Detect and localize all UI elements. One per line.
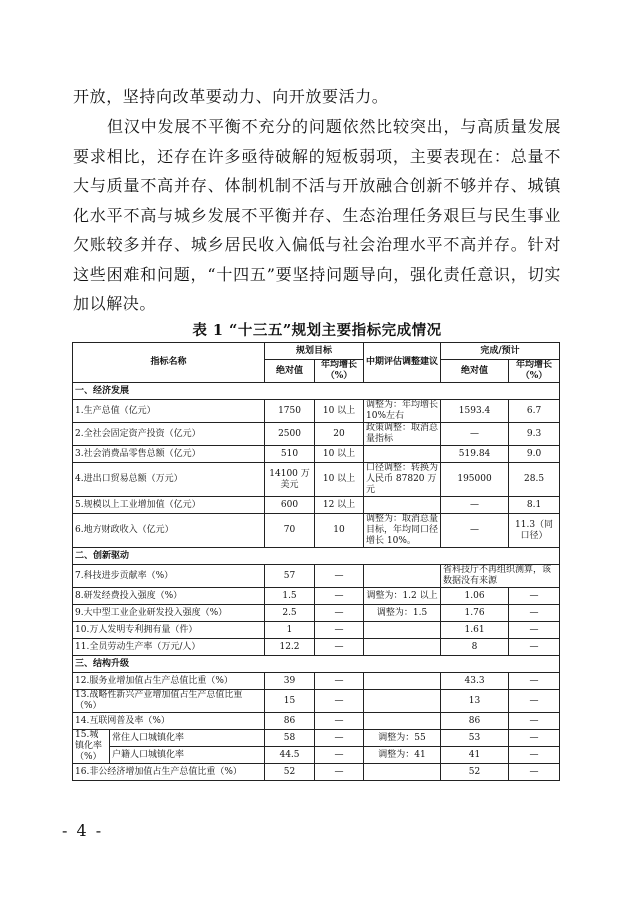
cell-done-growth: — [509, 690, 560, 713]
cell-adj: 政策调整：取消总量指标 [364, 423, 441, 446]
cell-growth: — [315, 565, 364, 588]
header-done: 完成/预计 [441, 343, 560, 360]
cell-name: 14.互联网普及率（%） [73, 713, 265, 730]
indicator-table [72, 342, 560, 781]
cell-adj [364, 673, 441, 690]
table-row [73, 747, 560, 764]
paragraph-1: 开放，坚持向改革要动力、向开放要活力。 [73, 87, 389, 106]
cell-abs: 600 [265, 497, 315, 514]
header-abs: 绝对值 [265, 360, 315, 383]
cell-abs: 52 [265, 764, 315, 781]
cell-done-growth: 9.3 [509, 423, 560, 446]
cell-adj: 调整为：取消总量目标，年均同口径增长 10%。 [364, 514, 441, 548]
cell-adj [364, 764, 441, 781]
cell-adj [364, 713, 441, 730]
cell-abs: 70 [265, 514, 315, 548]
cell-name: 2.全社会固定资产投资（亿元） [73, 423, 265, 446]
cell-abs: 1 [265, 622, 315, 639]
cell-done-abs: 53 [441, 730, 509, 747]
cell-abs: 1750 [265, 400, 315, 423]
cell-done-growth: — [509, 639, 560, 656]
table-row [73, 713, 560, 730]
section-title: 一、经济发展 [73, 383, 560, 400]
cell-done-abs: 1.76 [441, 605, 509, 622]
cell-name: 4.进出口贸易总额（万元） [73, 463, 265, 497]
table-row [73, 565, 560, 588]
cell-abs: 12.2 [265, 639, 315, 656]
section-title: 三、结构升级 [73, 656, 560, 673]
header-growth: 年均增长（%） [315, 360, 364, 383]
table-row [73, 690, 560, 713]
header-row-1 [73, 343, 560, 360]
paragraph-2: 但汉中发展不平衡不充分的问题依然比较突出，与高质量发展要求相比，还存在许多亟待破解的短板弱项，主要表现在：总量不大与质量不高并存、体制机制不活与开放融合创新不够并存、城镇化水平不高与城乡发展不平衡并存、生态治理任务艰巨与民生事业欠账较多并存、城乡居民收入偏低与社会治理水平不高并存。针对这些困难和问题，“十四五”要坚持问题导向，强化责任意识，切实加以解决。 [73, 117, 561, 313]
cell-done-abs: 52 [441, 764, 509, 781]
cell-adj: 调整为：55 [364, 730, 441, 747]
table-row [73, 497, 560, 514]
cell-done-merged: 省科技厅不再组织测算，该数据没有来源 [441, 565, 560, 588]
cell-growth: — [315, 588, 364, 605]
section-row [73, 383, 560, 400]
cell-growth: 10 以上 [315, 400, 364, 423]
cell-growth: 20 [315, 423, 364, 446]
cell-done-growth: — [509, 764, 560, 781]
cell-adj [364, 565, 441, 588]
cell-sub-name: 户籍人口城镇化率 [110, 747, 265, 764]
header-growth2: 年均增长（%） [509, 360, 560, 383]
cell-name: 3.社会消费品零售总额（亿元） [73, 446, 265, 463]
cell-growth: — [315, 764, 364, 781]
cell-abs: 44.5 [265, 747, 315, 764]
table-row [73, 764, 560, 781]
cell-adj: 调整为：1.5 [364, 605, 441, 622]
cell-name: 6.地方财政收入（亿元） [73, 514, 265, 548]
cell-name: 5.规模以上工业增加值（亿元） [73, 497, 265, 514]
table-caption: 表 1 “十三五”规划主要指标完成情况 [192, 322, 442, 339]
section-title: 二、创新驱动 [73, 548, 560, 565]
cell-done-growth: 6.7 [509, 400, 560, 423]
table-row [73, 463, 560, 497]
section-row [73, 548, 560, 565]
cell-done-growth: — [509, 622, 560, 639]
cell-done-abs: 519.84 [441, 446, 509, 463]
cell-abs: 86 [265, 713, 315, 730]
cell-done-abs: 41 [441, 747, 509, 764]
cell-growth: — [315, 639, 364, 656]
cell-done-abs: — [441, 497, 509, 514]
header-plan: 规划目标 [265, 343, 364, 360]
cell-name: 8.研发经费投入强度（%） [73, 588, 265, 605]
table-row [73, 400, 560, 423]
cell-adj: 调整为：年均增长10%左右 [364, 400, 441, 423]
cell-done-abs: 1593.4 [441, 400, 509, 423]
cell-abs: 510 [265, 446, 315, 463]
cell-name: 7.科技进步贡献率（%） [73, 565, 265, 588]
cell-done-abs: 43.3 [441, 673, 509, 690]
cell-sub-name: 常住人口城镇化率 [110, 730, 265, 747]
table-row [73, 622, 560, 639]
cell-growth: — [315, 713, 364, 730]
cell-abs: 15 [265, 690, 315, 713]
cell-growth: — [315, 690, 364, 713]
cell-done-growth: — [509, 713, 560, 730]
cell-done-growth: — [509, 747, 560, 764]
table-row [73, 605, 560, 622]
cell-abs: 2.5 [265, 605, 315, 622]
cell-growth: — [315, 605, 364, 622]
cell-name: 13.战略性新兴产业增加值占生产总值比重（%） [73, 690, 265, 713]
cell-done-abs: — [441, 514, 509, 548]
table-row [73, 588, 560, 605]
header-abs2: 绝对值 [441, 360, 509, 383]
cell-done-growth: 11.3（同口径） [509, 514, 560, 548]
cell-name: 9.大中型工业企业研发投入强度（%） [73, 605, 265, 622]
cell-adj: 口径调整：转换为人民币 87820 万元 [364, 463, 441, 497]
cell-done-abs: 1.61 [441, 622, 509, 639]
cell-done-growth: 9.0 [509, 446, 560, 463]
cell-name: 11.全员劳动生产率（万元/人） [73, 639, 265, 656]
table-row [73, 730, 560, 747]
cell-growth: — [315, 622, 364, 639]
cell-growth: 12 以上 [315, 497, 364, 514]
cell-growth: 10 以上 [315, 446, 364, 463]
cell-abs: 1.5 [265, 588, 315, 605]
cell-done-growth: 28.5 [509, 463, 560, 497]
cell-done-abs: 1.06 [441, 588, 509, 605]
cell-adj [364, 446, 441, 463]
cell-adj: 调整为：1.2 以上 [364, 588, 441, 605]
cell-done-growth: — [509, 673, 560, 690]
cell-abs: 58 [265, 730, 315, 747]
cell-done-growth: — [509, 730, 560, 747]
cell-adj [364, 622, 441, 639]
cell-adj [364, 690, 441, 713]
cell-growth: — [315, 730, 364, 747]
cell-done-abs: 13 [441, 690, 509, 713]
cell-abs: 39 [265, 673, 315, 690]
table-row [73, 446, 560, 463]
cell-done-growth: — [509, 588, 560, 605]
cell-adj [364, 497, 441, 514]
cell-abs: 14100 万美元 [265, 463, 315, 497]
header-name: 指标名称 [73, 343, 265, 383]
cell-growth: — [315, 673, 364, 690]
cell-group-name: 15.城镇化率（%） [73, 730, 110, 764]
cell-done-growth: — [509, 605, 560, 622]
cell-growth: 10 [315, 514, 364, 548]
table-row [73, 639, 560, 656]
cell-abs: 57 [265, 565, 315, 588]
cell-growth: — [315, 747, 364, 764]
cell-abs: 2500 [265, 423, 315, 446]
cell-done-abs: 8 [441, 639, 509, 656]
table-row [73, 514, 560, 548]
cell-done-abs: — [441, 423, 509, 446]
section-row [73, 656, 560, 673]
header-mid: 中期评估调整建议 [364, 343, 441, 383]
cell-name: 1.生产总值（亿元） [73, 400, 265, 423]
cell-name: 12.服务业增加值占生产总值比重（%） [73, 673, 265, 690]
cell-done-growth: 8.1 [509, 497, 560, 514]
page-number: - 4 - [62, 821, 104, 840]
cell-name: 16.非公经济增加值占生产总值比重（%） [73, 764, 265, 781]
table-row [73, 673, 560, 690]
cell-name: 10.万人发明专利拥有量（件） [73, 622, 265, 639]
cell-adj [364, 639, 441, 656]
table-row [73, 423, 560, 446]
cell-done-abs: 195000 [441, 463, 509, 497]
cell-growth: 10 以上 [315, 463, 364, 497]
cell-adj: 调整为：41 [364, 747, 441, 764]
cell-done-abs: 86 [441, 713, 509, 730]
